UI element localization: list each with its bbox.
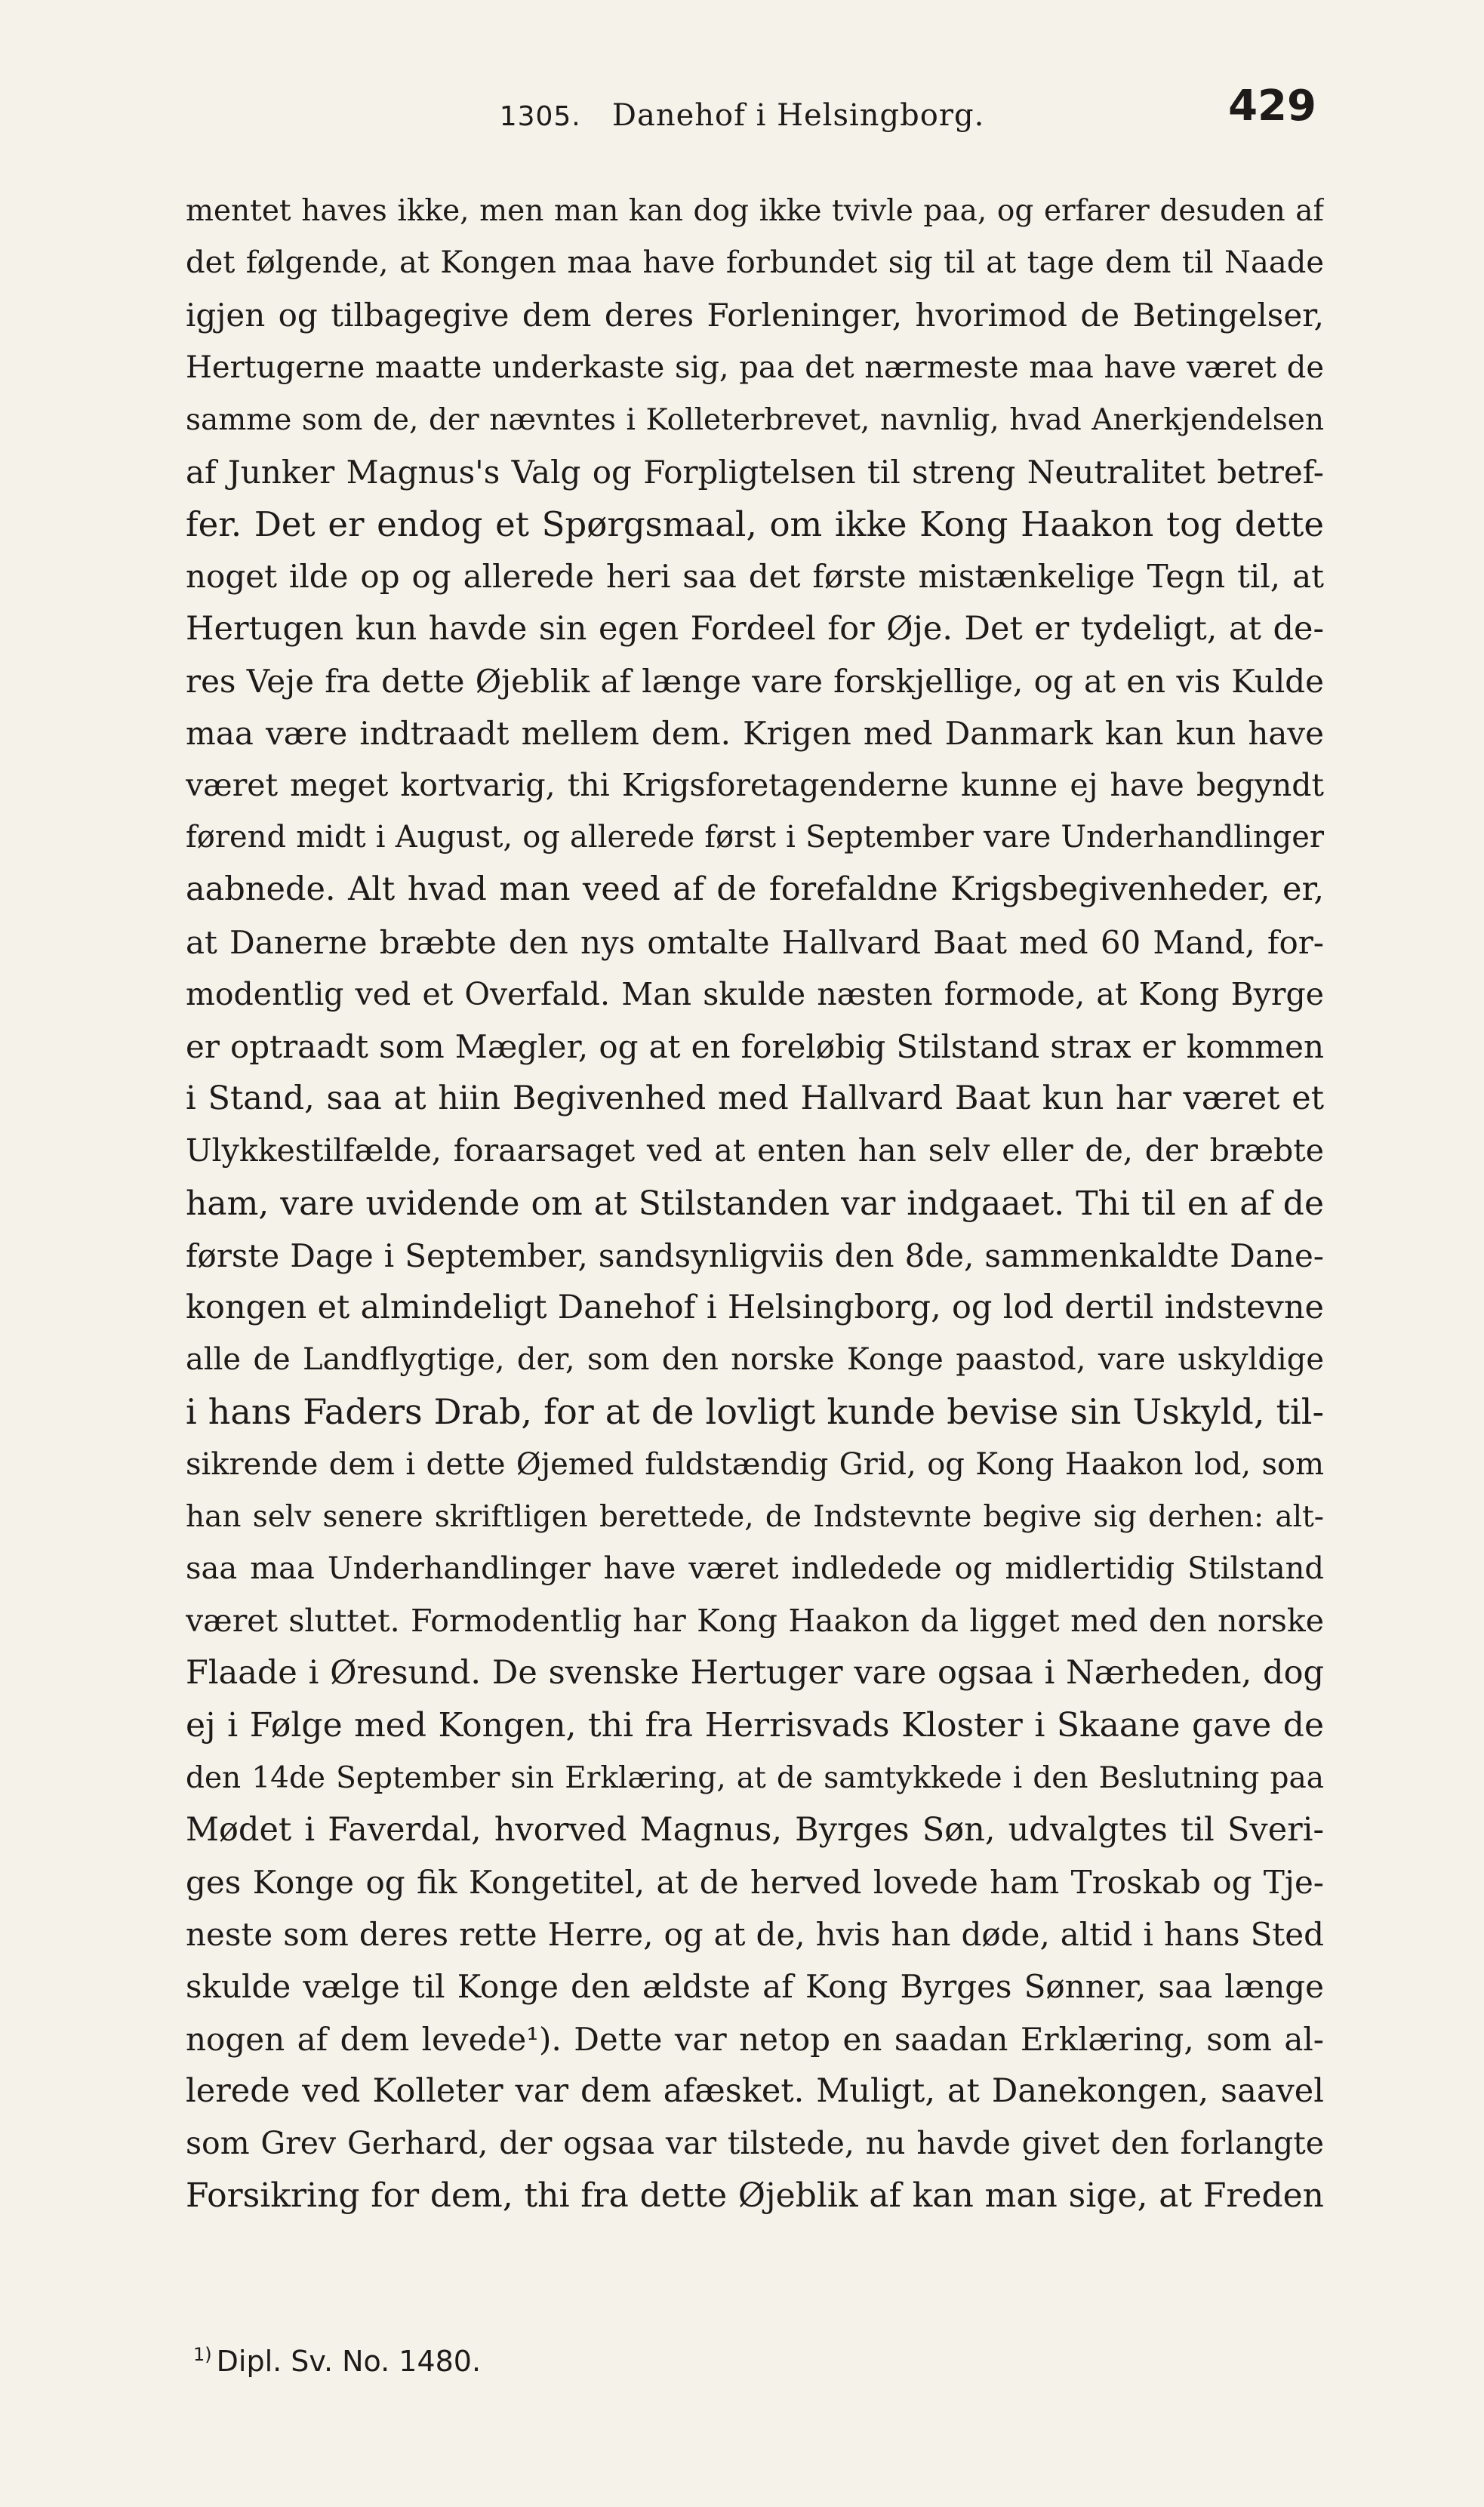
running-head-year: 1305. <box>499 101 581 132</box>
text-line: det følgende, at Kongen maa have forbundet sig til at tage dem til Naade <box>186 245 1324 281</box>
text-line: er optraadt som Mægler, og at en foreløbig Stilstand strax er kommen <box>186 1028 1324 1065</box>
text-line: sikrende dem i dette Øjemed fuldstændig Grid, og Kong Haakon lod, som <box>186 1446 1324 1482</box>
text-line: første Dage i September, sandsynligviis den 8de, sammenkaldte Dane- <box>186 1237 1324 1274</box>
text-line: igjen og tilbagegive dem deres Forleninger, hvorimod de Betingelser, <box>186 297 1324 334</box>
text-line: ges Konge og fik Kongetitel, at de herved lovede ham Troskab og Tje- <box>186 1864 1324 1901</box>
footnote-marker: 1) <box>193 2344 212 2365</box>
text-line: fer. Det er endog et Spørgsmaal, om ikke Kong Haakon tog dette <box>186 504 1324 545</box>
text-line: af Junker Magnus's Valg og Forpligtelsen til streng Neutralitet betref- <box>186 453 1324 491</box>
text-line: mentet haves ikke, men man kan dog ikke tvivle paa, og erfarer desuden af <box>186 194 1324 228</box>
text-line: ham, vare uvidende om at Stilstanden var indgaaet. Thi til en af de <box>186 1184 1324 1223</box>
text-line: skulde vælge til Konge den ældste af Kong Byrges Sønner, saa længe <box>186 1968 1324 2006</box>
text-line: samme som de, der nævntes i Kolleterbrevet, navnlig, hvad Anerkjendelsen <box>186 402 1324 437</box>
text-line: som Grev Gerhard, der ogsaa var tilstede, nu havde givet den forlangte <box>186 2124 1324 2161</box>
text-line: han selv senere skriftligen berettede, de Indstevnte begive sig derhen: alt- <box>186 1499 1324 1534</box>
running-head-title: Danehof i Helsingborg. <box>611 98 985 133</box>
text-line: Forsikring for dem, thi fra dette Øjeblik af kan man sige, at Freden <box>186 2176 1324 2216</box>
text-line: res Veje fra dette Øjeblik af længe vare forskjellige, og at en vis Kulde <box>186 662 1324 700</box>
text-line: førend midt i August, og allerede først i September vare Underhandlinger <box>186 820 1324 855</box>
running-head <box>0 82 1484 142</box>
text-line: Hertugerne maatte underkaste sig, paa det nærmeste maa have været de <box>186 350 1324 385</box>
body-text <box>186 185 1324 2222</box>
text-line: saa maa Underhandlinger have været indledede og midlertidig Stilstand <box>186 1551 1324 1586</box>
page-number: 429 <box>1228 82 1316 131</box>
text-line: alle de Landflygtige, der, som den norske Konge paastod, vare uskyldige <box>186 1342 1324 1378</box>
text-line: Hertugen kun havde sin egen Fordeel for Øje. Det er tydeligt, at de- <box>186 609 1324 648</box>
text-line: kongen et almindeligt Danehof i Helsingborg, og lod dertil indstevne <box>186 1288 1324 1326</box>
text-line: den 14de September sin Erklæring, at de samtykkede i den Beslutning paa <box>186 1760 1324 1795</box>
text-line: maa være indtraadt mellem dem. Krigen med Danmark kan kun have <box>186 714 1324 752</box>
text-line: ej i Følge med Kongen, thi fra Herrisvads Kloster i Skaane gave de <box>186 1706 1324 1745</box>
text-line: i hans Faders Drab, for at de lovligt kunde bevise sin Uskyld, til- <box>186 1391 1324 1433</box>
text-line: Flaade i Øresund. De svenske Hertuger vare ogsaa i Nærheden, dog <box>186 1654 1324 1692</box>
text-line: Mødet i Faverdal, hvorved Magnus, Byrges Søn, udvalgtes til Sveri- <box>186 1810 1324 1849</box>
footnote-text: Dipl. Sv. No. 1480. <box>216 2345 482 2378</box>
text-line: noget ilde op og allerede heri saa det første mistænkelige Tegn til, at <box>186 558 1324 596</box>
text-line: nogen af dem levede¹). Dette var netop en saadan Erklæring, som al- <box>186 2020 1324 2058</box>
text-line: modentlig ved et Overfald. Man skulde næsten formode, at Kong Byrge <box>186 975 1324 1012</box>
text-line: at Danerne bræbte den nys omtalte Hallvard Baat med 60 Mand, for- <box>186 923 1324 961</box>
text-line: Ulykkestilfælde, foraarsaget ved at enten han selv eller de, der bræbte <box>186 1132 1324 1169</box>
text-line: aabnede. Alt hvad man veed af de forefaldne Krigsbegivenheder, er, <box>186 870 1324 909</box>
text-line: neste som deres rette Herre, og at de, hvis han døde, altid i hans Sted <box>186 1916 1324 1954</box>
text-line: i Stand, saa at hiin Begivenhed med Hallvard Baat kun har været et <box>186 1079 1324 1118</box>
text-line: været sluttet. Formodentlig har Kong Haakon da ligget med den norske <box>186 1603 1324 1640</box>
text-line: lerede ved Kolleter var dem afæsket. Muligt, at Danekongen, saavel <box>186 2071 1324 2110</box>
footnote <box>193 2344 481 2378</box>
text-line: været meget kortvarig, thi Krigsforetagenderne kunne ej have begyndt <box>186 767 1324 804</box>
